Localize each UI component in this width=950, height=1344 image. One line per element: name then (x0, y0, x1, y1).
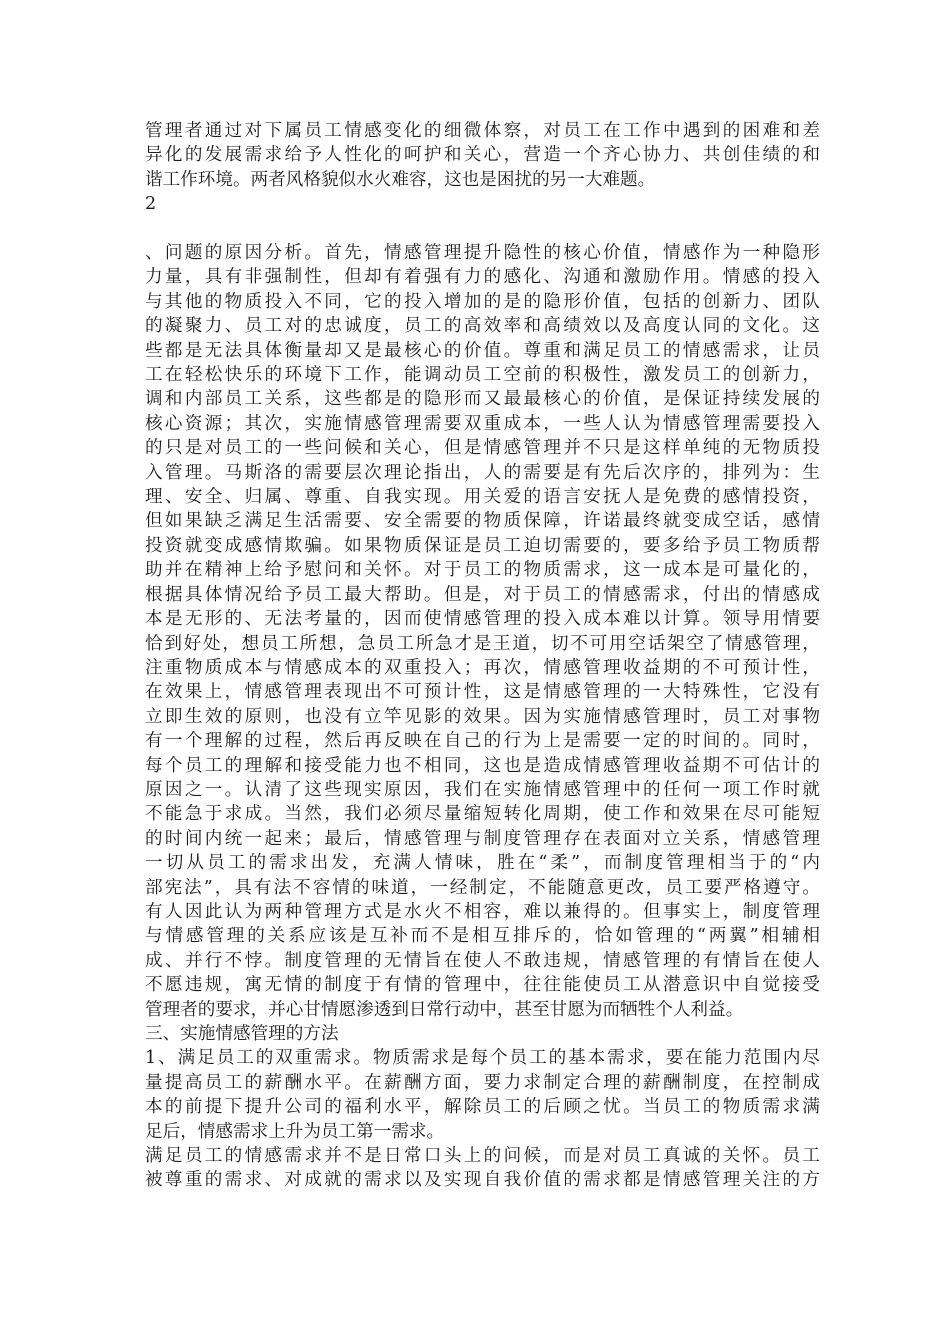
text-line: 一切从员工的需求出发，充满人情味，胜在“柔”，而制度管理相当于的“内 (145, 853, 820, 874)
text-line: 力量，具有非强制性，但却有着强有力的感化、沟通和激励作用。情感的投入 (145, 267, 820, 288)
text-line: 三、实施情感管理的方法 (145, 1024, 339, 1045)
text-line: 2 (145, 194, 157, 215)
text-line: 与其他的物质投入不同，它的投入增加的是的隐形价值，包括的创新力、团队 (145, 291, 820, 312)
document-body (145, 119, 820, 1193)
text-line: 的凝聚力、员工对的忠诚度，员工的高效率和高绩效以及高度认同的文化。这 (145, 316, 820, 337)
text-line: 1、满足员工的双重需求。物质需求是每个员工的基本需求，要在能力范围内尽 (145, 1048, 820, 1069)
text-line: 核心资源；其次，实施情感管理需要双重成本，一些人认为情感管理需要投入 (145, 413, 820, 434)
text-line: 入管理。马斯洛的需要层次理论指出，人的需要是有先后次序的，排列为：生 (145, 462, 820, 483)
text-line: 在效果上，情感管理表现出不可预计性，这是情感管理的一大特殊性，它没有 (145, 682, 820, 703)
text-line: 本是无形的、无法考量的，因而使情感管理的投入成本难以计算。领导用情要 (145, 609, 820, 630)
text-line: 成、并行不悖。制度管理的无情旨在使人不敢违规，情感管理的有情旨在使人 (145, 950, 820, 971)
text-line: 的时间内统一起来；最后，情感管理与制度管理存在表面对立关系，情感管理 (145, 828, 820, 849)
text-line: 立即生效的原则，也没有立竿见影的效果。因为实施情感管理时，员工对事物 (145, 706, 820, 727)
text-line: 量提高员工的薪酬水平。在薪酬方面，要力求制定合理的薪酬制度，在控制成 (145, 1072, 820, 1093)
text-line: 恰到好处，想员工所想，急员工所急才是王道，切不可用空话架空了情感管理， (145, 633, 820, 654)
text-line: 理、安全、归属、尊重、自我实现。用关爱的语言安抚人是免费的感情投资， (145, 487, 820, 508)
text-line: 有一个理解的过程，然后再反映在自己的行为上是需要一定的时间的。同时， (145, 731, 820, 752)
text-line: 有人因此认为两种管理方式是水火不相容，难以兼得的。但事实上，制度管理 (145, 901, 820, 922)
text-line: 部宪法”，具有法不容情的味道，一经制定，不能随意更改，员工要严格遵守。 (145, 877, 820, 898)
text-line: 足后，情感需求上升为员工第一需求。 (145, 1121, 445, 1142)
text-line: 不能急于求成。当然，我们必须尽量缩短转化周期，使工作和效果在尽可能短 (145, 804, 820, 825)
blank-line (145, 217, 820, 241)
text-line: 些都是无法具体衡量却又是最核心的价值。尊重和满足员工的情感需求，让员 (145, 340, 820, 361)
text-line: 投资就变成感情欺骗。如果物质保证是员工迫切需要的，要多给予员工物质帮 (145, 535, 820, 556)
text-line: 原因之一。认清了这些现实原因，我们在实施情感管理中的任何一项工作时就 (145, 779, 820, 800)
text-line: 调和内部员工关系，这些都是的隐形而又最最核心的价值，是保证持续发展的 (145, 389, 820, 410)
text-line: 不愿违规，寓无情的制度于有情的管理中，往往能使员工从潜意识中自觉接受 (145, 975, 820, 996)
text-line: 工在轻松快乐的环境下工作，能调动员工空前的积极性，激发员工的创新力， (145, 365, 820, 386)
text-line: 注重物质成本与情感成本的双重投入；再次，情感管理收益期的不可预计性， (145, 657, 820, 678)
text-line: 被尊重的需求、对成就的需求以及实现自我价值的需求都是情感管理关注的方 (145, 1170, 820, 1191)
text-line: 异化的发展需求给予人性化的呵护和关心，营造一个齐心协力、共创佳绩的和 (145, 145, 820, 166)
text-line: 助并在精神上给予慰问和关怀。对于员工的物质需求，这一成本是可量化的， (145, 560, 820, 581)
text-line: 满足员工的情感需求并不是日常口头上的问候，而是对员工真诚的关怀。员工 (145, 1146, 820, 1167)
text-line: 但如果缺乏满足生活需要、安全需要的物质保障，许诺最终就变成空话，感情 (145, 511, 820, 532)
text-line: 谐工作环境。两者风格貌似水火难容，这也是困扰的另一大难题。 (145, 169, 656, 190)
text-line: 的只是对员工的一些问候和关心，但是情感管理并不只是这样单纯的无物质投 (145, 438, 820, 459)
text-line: 与情感管理的关系应该是互补而不是相互排斥的，恰如管理的“两翼”相辅相 (145, 926, 820, 947)
text-line: 管理者的要求，并心甘情愿渗透到日常行动中，甚至甘愿为而牺牲个人利益。 (145, 999, 744, 1020)
text-line: 、问题的原因分析。首先，情感管理提升隐性的核心价值，情感作为一种隐形 (145, 243, 820, 264)
text-line: 管理者通过对下属员工情感变化的细微体察，对员工在工作中遇到的困难和差 (145, 121, 820, 141)
text-line: 根据具体情况给予员工最大帮助。但是，对于员工的情感需求，付出的情感成 (145, 584, 820, 605)
text-line: 本的前提下提升公司的福利水平，解除员工的后顾之忧。当员工的物质需求满 (145, 1097, 820, 1118)
text-line: 每个员工的理解和接受能力也不相同，这也是造成情感管理收益期不可估计的 (145, 755, 820, 776)
